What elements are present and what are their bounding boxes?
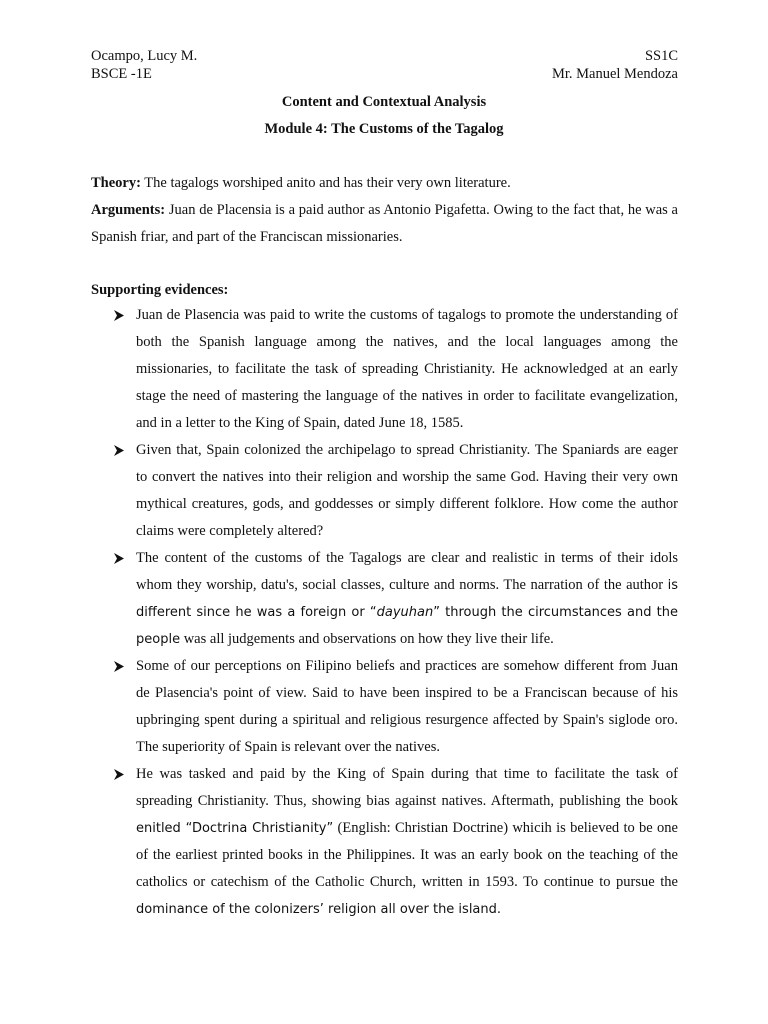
arrow-bullet-icon <box>112 545 126 572</box>
header-row-2 <box>91 65 678 83</box>
course-code: BSCE -1E <box>91 66 152 82</box>
arguments-paragraph <box>91 197 678 251</box>
evidence-list <box>91 302 678 923</box>
list-item <box>91 761 678 923</box>
evidence-text: is different since he was a foreign or “ <box>136 578 678 620</box>
evidence-text: enitled “Doctrina Christianity” <box>136 821 334 836</box>
arrow-bullet-icon <box>112 761 126 788</box>
arguments-text: Juan de Placensia is a paid author as Antonio Pigafetta. Owing to the fact that, he was a Spanish friar, and part of the Franciscan missionaries. <box>91 202 678 245</box>
list-item <box>91 302 678 437</box>
evidence-text: was all judgements and observations on how they live their life. <box>180 631 554 647</box>
section-code: SS1C <box>644 48 678 64</box>
document-title: Content and Contextual Analysis <box>281 94 487 110</box>
evidence-text: ” through the circumstances and the people <box>136 605 678 647</box>
evidence-text: Given that, Spain colonized the archipelago to spread Christianity. The Spaniards are eager to convert the natives into their religion and worship the same God. Having their very own mythical creatures, gods, and goddesses or simply different folklore. How come the author claims were completely altered? <box>136 442 678 539</box>
header-row-1 <box>91 47 678 65</box>
theory-text: The tagalogs worshiped anito and has their very own literature. <box>140 175 511 191</box>
instructor-name: Mr. Manuel Mendoza <box>551 66 678 82</box>
module-title: Module 4: The Customs of the Tagalog <box>264 121 504 137</box>
evidence-text: dominance of the colonizers’ religion all over the island. <box>136 902 502 917</box>
theory-label: Theory: <box>91 175 141 191</box>
arrow-bullet-icon <box>112 437 126 464</box>
student-name: Ocampo, Lucy M. <box>91 48 198 64</box>
supporting-heading: Supporting evidences: <box>91 282 229 298</box>
arrow-bullet-icon <box>112 302 126 329</box>
evidence-text: (English: Christian Doctrine) whicih is believed to be one of the earliest printed books in the Philippines. It was an early book on the teaching of the catholics or catechism of the Catholic Church, written in 1593. To continue to pursue the <box>136 820 678 890</box>
dayuhan-term: dayuhan <box>376 605 434 620</box>
evidence-text: The content of the customs of the Tagalogs are clear and realistic in terms of their idols whom they worship, datu's, social classes, culture and norms. The narration of the author <box>136 550 678 593</box>
list-item <box>91 653 678 761</box>
evidence-text: He was tasked and paid by the King of Spain during that time to facilitate the task of spreading Christianity. Thus, showing bias against natives. Aftermath, publishing the book <box>136 766 678 809</box>
evidence-text: Juan de Plasencia was paid to write the customs of tagalogs to promote the understanding of both the Spanish language among the natives, and the local languages among the missionaries, to facilitate the task of spreading Christianity. He acknowledged at an early stage the need of mastering the language of the natives in order to facilitate evangelization, and in a letter to the King of Spain, dated June 18, 1585. <box>136 307 678 431</box>
list-item <box>91 545 678 653</box>
evidence-text: Some of our perceptions on Filipino beliefs and practices are somehow different from Juan de Plasencia's point of view. Said to have been inspired to be a Franciscan because of his upbringing spent during a spiritual and religious resurgence affected by Spain's siglode oro. The superiority of Spain is relevant over the natives. <box>136 658 678 755</box>
arguments-label: Arguments: <box>91 202 166 218</box>
theory-paragraph <box>91 170 678 197</box>
arrow-bullet-icon <box>112 653 126 680</box>
list-item <box>91 437 678 545</box>
